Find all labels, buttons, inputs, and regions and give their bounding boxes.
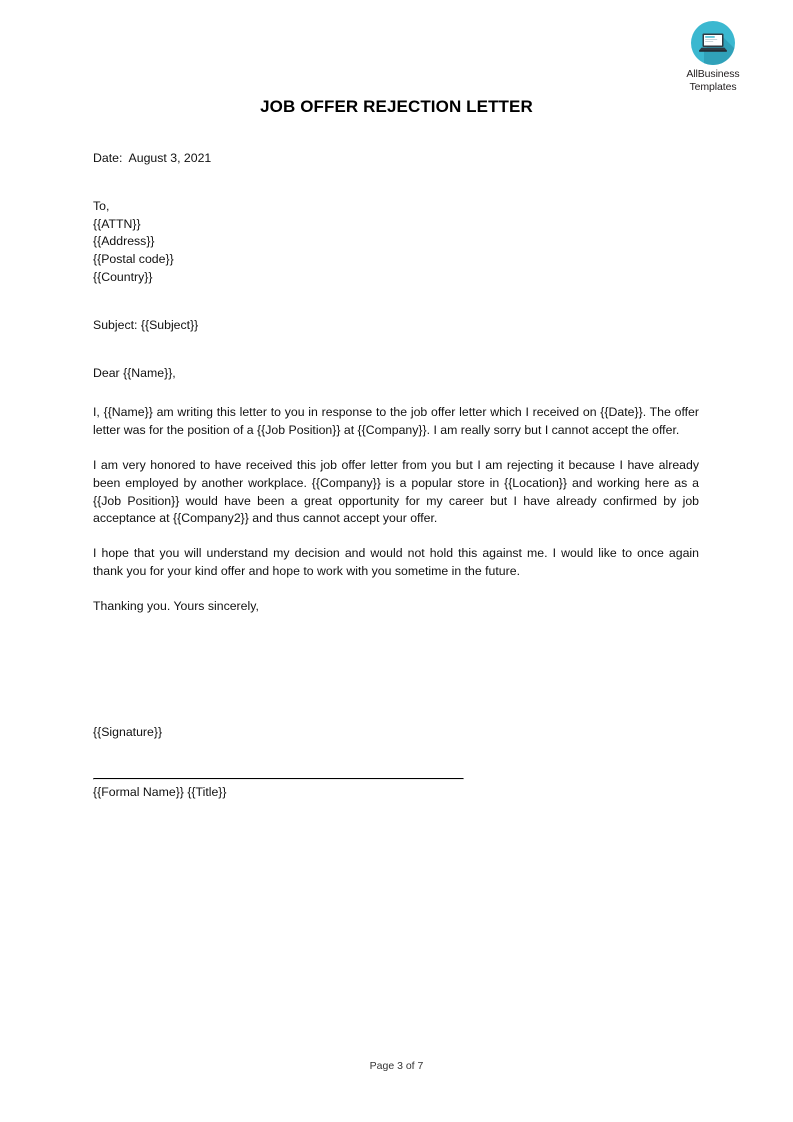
subject-line: Subject: {{Subject}}: [93, 317, 199, 332]
recipient-address-block: [93, 198, 699, 287]
spacer: [93, 335, 699, 365]
brand-name-line1: AllBusiness: [686, 68, 740, 80]
body-paragraph-3: I hope that you will understand my decision and would not hold this against me. I would like to once again thank you for your kind offer and hope to work with you sometime in the future.: [93, 546, 699, 578]
closing-line: Thanking you. Yours sincerely,: [93, 598, 259, 613]
page-footer: Page 3 of 7: [369, 1060, 424, 1072]
brand-name: [663, 68, 763, 93]
recipient-country: {{Country}}: [93, 269, 153, 284]
page-title: JOB OFFER REJECTION LETTER: [260, 97, 533, 116]
recipient-address: {{Address}}: [93, 234, 155, 249]
date-line: Date: August 3, 2021: [93, 151, 212, 165]
signature-block: [93, 724, 699, 802]
salutation: Dear {{Name}},: [93, 365, 176, 380]
body-paragraph-2: I am very honored to have received this job offer letter from you but I am rejecting it because I have already been employed by another workplace. {{Company}} is a popular store in {{Location}} and working here as a {{Job Position}} would have been a great opportunity for my career but I have already confirmed by job acceptance at {{Company2}} and thus cannot accept your offer.: [93, 457, 699, 526]
signatory-name: {{Formal Name}} {{Title}}: [93, 784, 227, 799]
recipient-postal-code: {{Postal code}}: [93, 252, 174, 267]
brand-logo: [663, 20, 763, 93]
recipient-attn: {{ATTN}}: [93, 216, 141, 231]
spacer: [93, 168, 699, 198]
spacer: [93, 742, 699, 778]
spacer: [93, 287, 699, 317]
body-paragraph-1: I, {{Name}} am writing this letter to you in response to the job offer letter which I received on {{Date}}. The offer letter was for the position of a {{Job Position}} at {{Company}}. I am really sorry but I cannot accept the offer.: [93, 405, 699, 438]
brand-name-line2: Templates: [689, 80, 737, 93]
recipient-to-label: To,: [93, 198, 110, 213]
laptop-in-circle-icon: [690, 20, 736, 66]
signature-rule: [93, 778, 464, 780]
signature-placeholder: {{Signature}}: [93, 725, 163, 739]
letter-body: [93, 150, 699, 616]
spacer: [93, 382, 699, 404]
